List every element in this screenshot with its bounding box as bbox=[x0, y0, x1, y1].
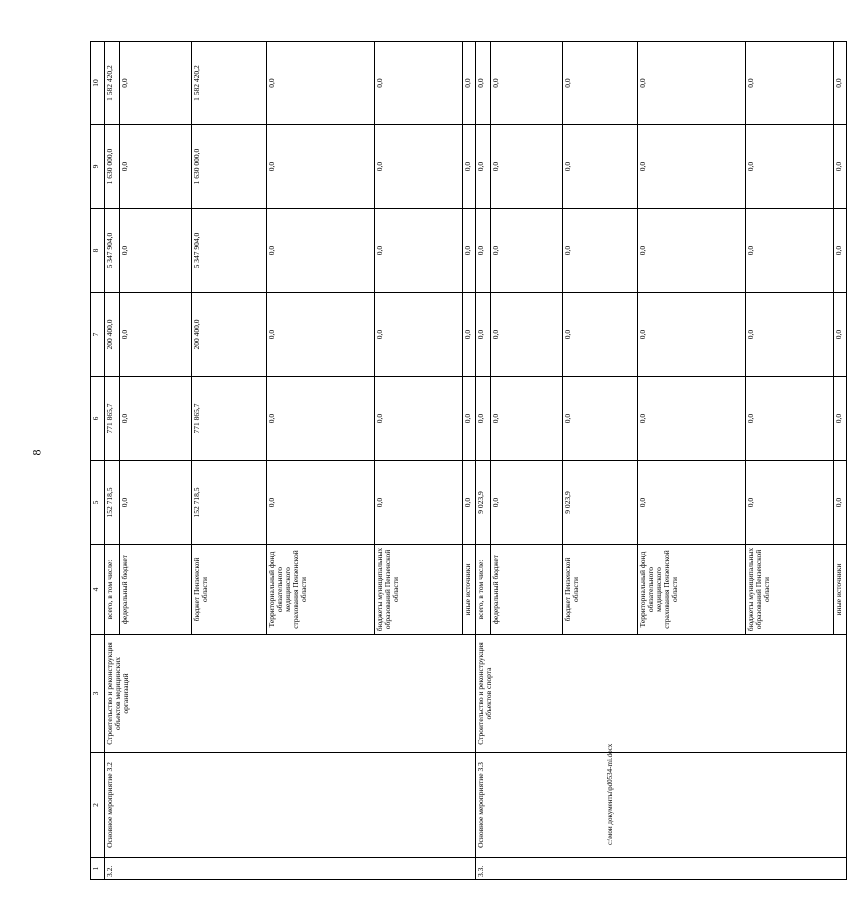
funding-value: 200 400,0 bbox=[105, 293, 120, 377]
funding-value: 0,0 bbox=[834, 377, 847, 461]
funding-value: 1 582 420,2 bbox=[192, 42, 267, 125]
column-number-header: 2 bbox=[91, 753, 105, 858]
funding-value: 0,0 bbox=[834, 293, 847, 377]
funding-value: 0,0 bbox=[834, 461, 847, 545]
funding-value: 5 347 904,0 bbox=[192, 209, 267, 293]
footer-file-path: c:\мои документы\pd0534-mi.docx bbox=[606, 743, 614, 845]
funding-value: 1 582 420,2 bbox=[105, 42, 120, 125]
funding-source: федеральный бюджет bbox=[120, 545, 192, 635]
funding-value: 0,0 bbox=[638, 293, 746, 377]
funding-value: 0,0 bbox=[120, 377, 192, 461]
funding-value: 0,0 bbox=[120, 42, 192, 125]
funding-source: Территориальный фонд обязательного медицинского страхования Пензенской области bbox=[267, 545, 375, 635]
measure-id: 3.2. bbox=[105, 858, 476, 880]
column-number-header: 3 bbox=[91, 635, 105, 753]
column-number-header: 7 bbox=[91, 293, 105, 377]
funding-value: 9 023,9 bbox=[476, 461, 491, 545]
column-number-header: 5 bbox=[91, 461, 105, 545]
funding-value: 152 718,5 bbox=[192, 461, 267, 545]
measure-description: Строительство и реконструкция объектов медицинских организаций bbox=[105, 635, 476, 753]
funding-value: 0,0 bbox=[463, 461, 476, 545]
table-row bbox=[105, 42, 120, 880]
funding-value: 0,0 bbox=[476, 42, 491, 125]
funding-value: 0,0 bbox=[638, 125, 746, 209]
funding-value: 0,0 bbox=[375, 125, 463, 209]
funding-value: 152 718,5 bbox=[105, 461, 120, 545]
funding-source: бюджеты муниципальных образований Пензенской области bbox=[746, 545, 834, 635]
funding-value: 0,0 bbox=[375, 42, 463, 125]
funding-value: 0,0 bbox=[267, 293, 375, 377]
funding-value: 0,0 bbox=[638, 461, 746, 545]
funding-source: иные источники bbox=[463, 545, 476, 635]
funding-value: 0,0 bbox=[463, 377, 476, 461]
funding-value: 0,0 bbox=[638, 42, 746, 125]
funding-value: 0,0 bbox=[463, 125, 476, 209]
funding-value: 0,0 bbox=[463, 42, 476, 125]
header-row bbox=[91, 42, 105, 880]
funding-source: иные источники bbox=[834, 545, 847, 635]
funding-value: 0,0 bbox=[267, 377, 375, 461]
funding-value: 771 865,7 bbox=[105, 377, 120, 461]
budget-table-container bbox=[90, 42, 843, 880]
funding-value: 0,0 bbox=[491, 293, 563, 377]
funding-value: 0,0 bbox=[638, 209, 746, 293]
funding-value: 0,0 bbox=[120, 125, 192, 209]
funding-value: 0,0 bbox=[120, 461, 192, 545]
funding-source: Территориальный фонд обязательного медицинского страхования Пензенской области bbox=[638, 545, 746, 635]
funding-value: 0,0 bbox=[491, 42, 563, 125]
funding-source: федеральный бюджет bbox=[491, 545, 563, 635]
column-number-header: 4 bbox=[91, 545, 105, 635]
funding-source: бюджеты муниципальных образований Пензенской области bbox=[375, 545, 463, 635]
funding-value: 0,0 bbox=[375, 461, 463, 545]
funding-value: 0,0 bbox=[563, 42, 638, 125]
funding-value: 0,0 bbox=[463, 293, 476, 377]
funding-value: 5 347 904,0 bbox=[105, 209, 120, 293]
funding-value: 1 630 000,0 bbox=[105, 125, 120, 209]
measure-name: Основное мероприятие 3.2 bbox=[105, 753, 476, 858]
funding-value: 0,0 bbox=[476, 293, 491, 377]
funding-value: 0,0 bbox=[834, 125, 847, 209]
page-number: 8 bbox=[29, 449, 44, 456]
funding-value: 0,0 bbox=[120, 293, 192, 377]
funding-value: 200 400,0 bbox=[192, 293, 267, 377]
funding-value: 9 023,9 bbox=[563, 461, 638, 545]
funding-value: 0,0 bbox=[746, 42, 834, 125]
funding-value: 0,0 bbox=[746, 209, 834, 293]
column-number-header: 1 bbox=[91, 858, 105, 880]
column-number-header: 9 bbox=[91, 125, 105, 209]
funding-value: 0,0 bbox=[267, 42, 375, 125]
funding-source: всего, в том числе: bbox=[105, 545, 120, 635]
funding-value: 0,0 bbox=[476, 209, 491, 293]
funding-source: всего, в том числе: bbox=[476, 545, 491, 635]
funding-value: 0,0 bbox=[267, 461, 375, 545]
column-number-header: 10 bbox=[91, 42, 105, 125]
funding-value: 0,0 bbox=[746, 293, 834, 377]
funding-value: 0,0 bbox=[563, 209, 638, 293]
funding-value: 0,0 bbox=[746, 461, 834, 545]
funding-value: 0,0 bbox=[267, 125, 375, 209]
budget-table bbox=[90, 41, 847, 880]
funding-value: 0,0 bbox=[491, 377, 563, 461]
funding-value: 0,0 bbox=[476, 125, 491, 209]
funding-value: 0,0 bbox=[834, 209, 847, 293]
measure-name: Основное мероприятие 3.3 bbox=[476, 753, 847, 858]
table-row bbox=[476, 42, 491, 880]
funding-value: 0,0 bbox=[563, 125, 638, 209]
funding-value: 771 865,7 bbox=[192, 377, 267, 461]
funding-value: 0,0 bbox=[491, 461, 563, 545]
funding-value: 0,0 bbox=[491, 125, 563, 209]
funding-value: 0,0 bbox=[375, 293, 463, 377]
funding-value: 0,0 bbox=[746, 377, 834, 461]
measure-description: Строительство и реконструкция объектов спорта bbox=[476, 635, 847, 753]
funding-value: 0,0 bbox=[563, 377, 638, 461]
funding-value: 1 630 000,0 bbox=[192, 125, 267, 209]
funding-value: 0,0 bbox=[638, 377, 746, 461]
funding-value: 0,0 bbox=[267, 209, 375, 293]
funding-value: 0,0 bbox=[375, 209, 463, 293]
funding-value: 0,0 bbox=[463, 209, 476, 293]
funding-value: 0,0 bbox=[834, 42, 847, 125]
funding-value: 0,0 bbox=[120, 209, 192, 293]
column-number-header: 8 bbox=[91, 209, 105, 293]
funding-value: 0,0 bbox=[476, 377, 491, 461]
funding-value: 0,0 bbox=[491, 209, 563, 293]
column-number-header: 6 bbox=[91, 377, 105, 461]
funding-source: бюджет Пензенской области bbox=[192, 545, 267, 635]
funding-source: бюджет Пензенской области bbox=[563, 545, 638, 635]
funding-value: 0,0 bbox=[563, 293, 638, 377]
funding-value: 0,0 bbox=[375, 377, 463, 461]
measure-id: 3.3. bbox=[476, 858, 847, 880]
funding-value: 0,0 bbox=[746, 125, 834, 209]
